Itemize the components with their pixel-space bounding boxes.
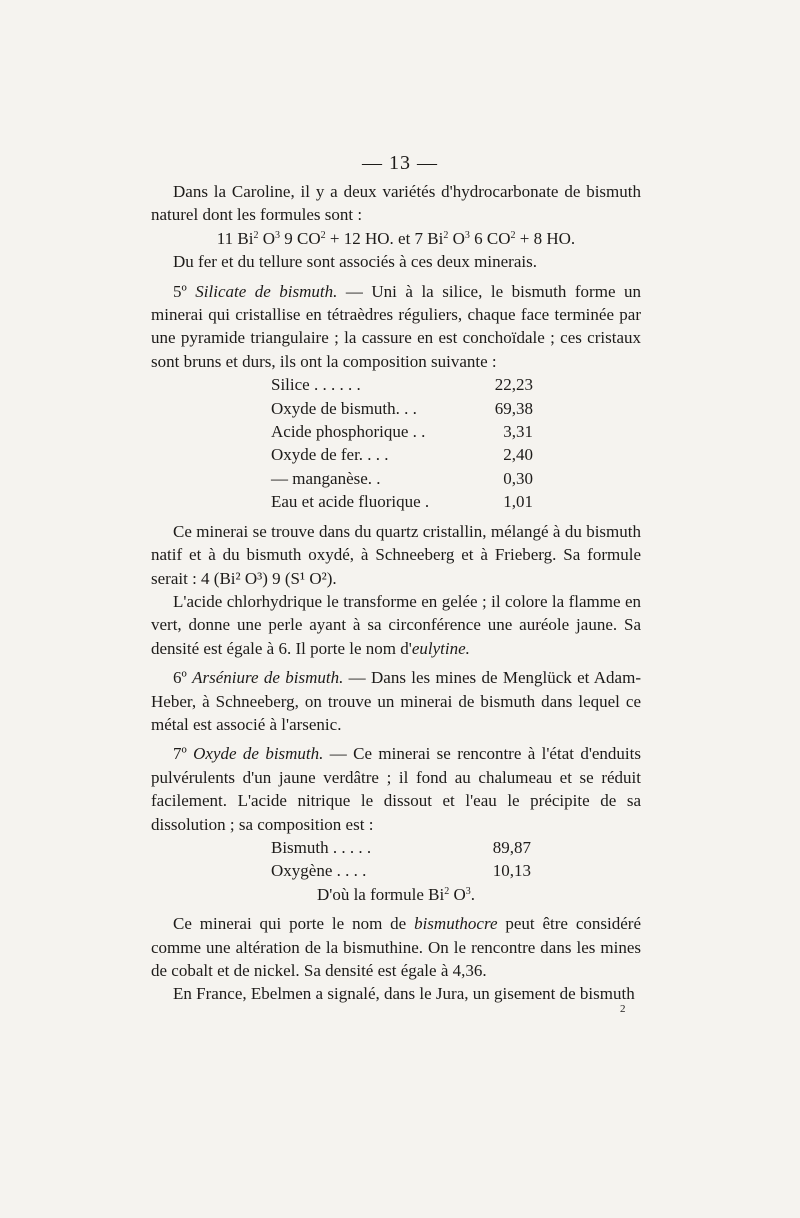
- composition-table-silicate: [271, 373, 533, 513]
- section-title-silicate: Silicate de bismuth.: [195, 281, 338, 301]
- silicate-composition-component-value: 22,23: [494, 375, 533, 395]
- paragraph-quartz: Ce minerai se trouve dans du quartz cristallin, mélangé à du bismuth natif et à du bismuth oxydé, à Schneeberg et à Frieberg. Sa formule serait : 4 (Bi² O³) 9 (S¹ O²).: [151, 521, 641, 588]
- silicate-composition-component-value: 2,40: [503, 445, 533, 465]
- oxyde-composition-component-name: Bismuth . . . . .: [271, 837, 372, 857]
- page-body: [151, 180, 641, 1006]
- paragraph-france: En France, Ebelmen a signalé, dans le Jura, un gisement de bismuth: [173, 984, 635, 1004]
- silicate-composition-component-name: Acide phosphorique . .: [271, 422, 426, 442]
- page-number: — 13 —: [362, 152, 438, 174]
- paragraph-fer-tellure: Du fer et du tellure sont associés à ces deux minerais.: [173, 252, 537, 272]
- silicate-composition-row: [271, 467, 533, 490]
- oxyde-composition-row: [271, 836, 531, 859]
- silicate-composition-component-name: — manganèse. .: [271, 468, 381, 488]
- mineral-name-eulytine: eulytine.: [411, 638, 470, 658]
- paragraph-bismuthocre: Ce minerai qui porte le nom de bismuthocre peut être considéré comme une altération de la bismuthine. On le rencontre dans les mines de cobalt et de nickel. Sa densité est égale à 4,36.: [151, 914, 641, 980]
- signature-mark: 2: [620, 1003, 626, 1015]
- paragraph-silicate: 5º Silicate de bismuth. — Uni à la silice, le bismuth forme un minerai qui cristallise en tétraèdres réguliers, chaque face terminée par une pyramide triangulaire ; la cassure en est conchoïdale ; ces cristaux sont bruns et durs, ils ont la composition suivante :: [151, 281, 641, 371]
- silicate-composition-component-value: 69,38: [494, 398, 533, 418]
- silicate-composition-component-value: 3,31: [503, 422, 533, 442]
- silicate-composition-row: [271, 443, 533, 466]
- paragraph-acide-chlorhydrique: L'acide chlorhydrique le transforme en gelée ; il colore la flamme en vert, donne une perle ayant à sa circonférence une auréole jaune. Sa densité est égale à 6. Il porte le nom d'eulytine.: [151, 591, 641, 658]
- silicate-composition-row: [271, 373, 533, 396]
- formula-hydrocarbonate: 11 Bi$^2$ $O^3$ 9 $CO^2 + 12$ HO. et 7 Bi$^2$ $O^3$ 6 $CO^2 + 8$ HO.: [216, 228, 576, 248]
- section-title-arseniure: Arséniure de bismuth.: [192, 668, 344, 688]
- silicate-composition-row: [271, 490, 533, 513]
- silicate-composition-row: [271, 397, 533, 420]
- section-title-oxyde: Oxyde de bismuth.: [193, 744, 324, 764]
- mineral-name-bismuthocre: bismuthocre: [414, 914, 498, 934]
- composition-table-oxyde: [271, 836, 531, 883]
- silicate-composition-row: [271, 420, 533, 443]
- silicate-composition-component-name: Oxyde de fer. . . .: [271, 445, 389, 465]
- oxyde-composition-row: [271, 859, 531, 882]
- silicate-composition-component-value: 0,30: [503, 468, 533, 488]
- silicate-composition-component-name: Silice . . . . . .: [271, 375, 361, 395]
- oxyde-composition-component-name: Oxygène . . . .: [271, 861, 367, 881]
- silicate-composition-component-value: 1,01: [503, 492, 533, 512]
- formula-oxyde: D'où la formule Bi$^2$ $O^3$.: [316, 884, 475, 904]
- oxyde-composition-component-value: 89,87: [492, 837, 531, 857]
- oxyde-composition-component-value: 10,13: [492, 861, 531, 881]
- silicate-composition-component-name: Oxyde de bismuth. . .: [271, 398, 417, 418]
- paragraph-caroline: Dans la Caroline, il y a deux variétés d'hydrocarbonate de bismuth naturel dont les formules sont :: [151, 182, 641, 225]
- silicate-composition-component-name: Eau et acide fluorique .: [271, 492, 430, 512]
- paragraph-oxyde: 7º Oxyde de bismuth. — Ce minerai se rencontre à l'état d'enduits pulvérulents d'un jaune verdâtre ; il fond au chalumeau et se réduit facilement. L'acide nitrique le dissout et l'eau le précipite de sa dissolution ; sa composition est :: [151, 744, 641, 834]
- paragraph-arseniure: 6º Arséniure de bismuth. — Dans les mines de Menglück et Adam-Heber, à Schneeberg, on trouve un minerai de bismuth dans lequel ce métal est associé à l'arsenic.: [151, 668, 641, 734]
